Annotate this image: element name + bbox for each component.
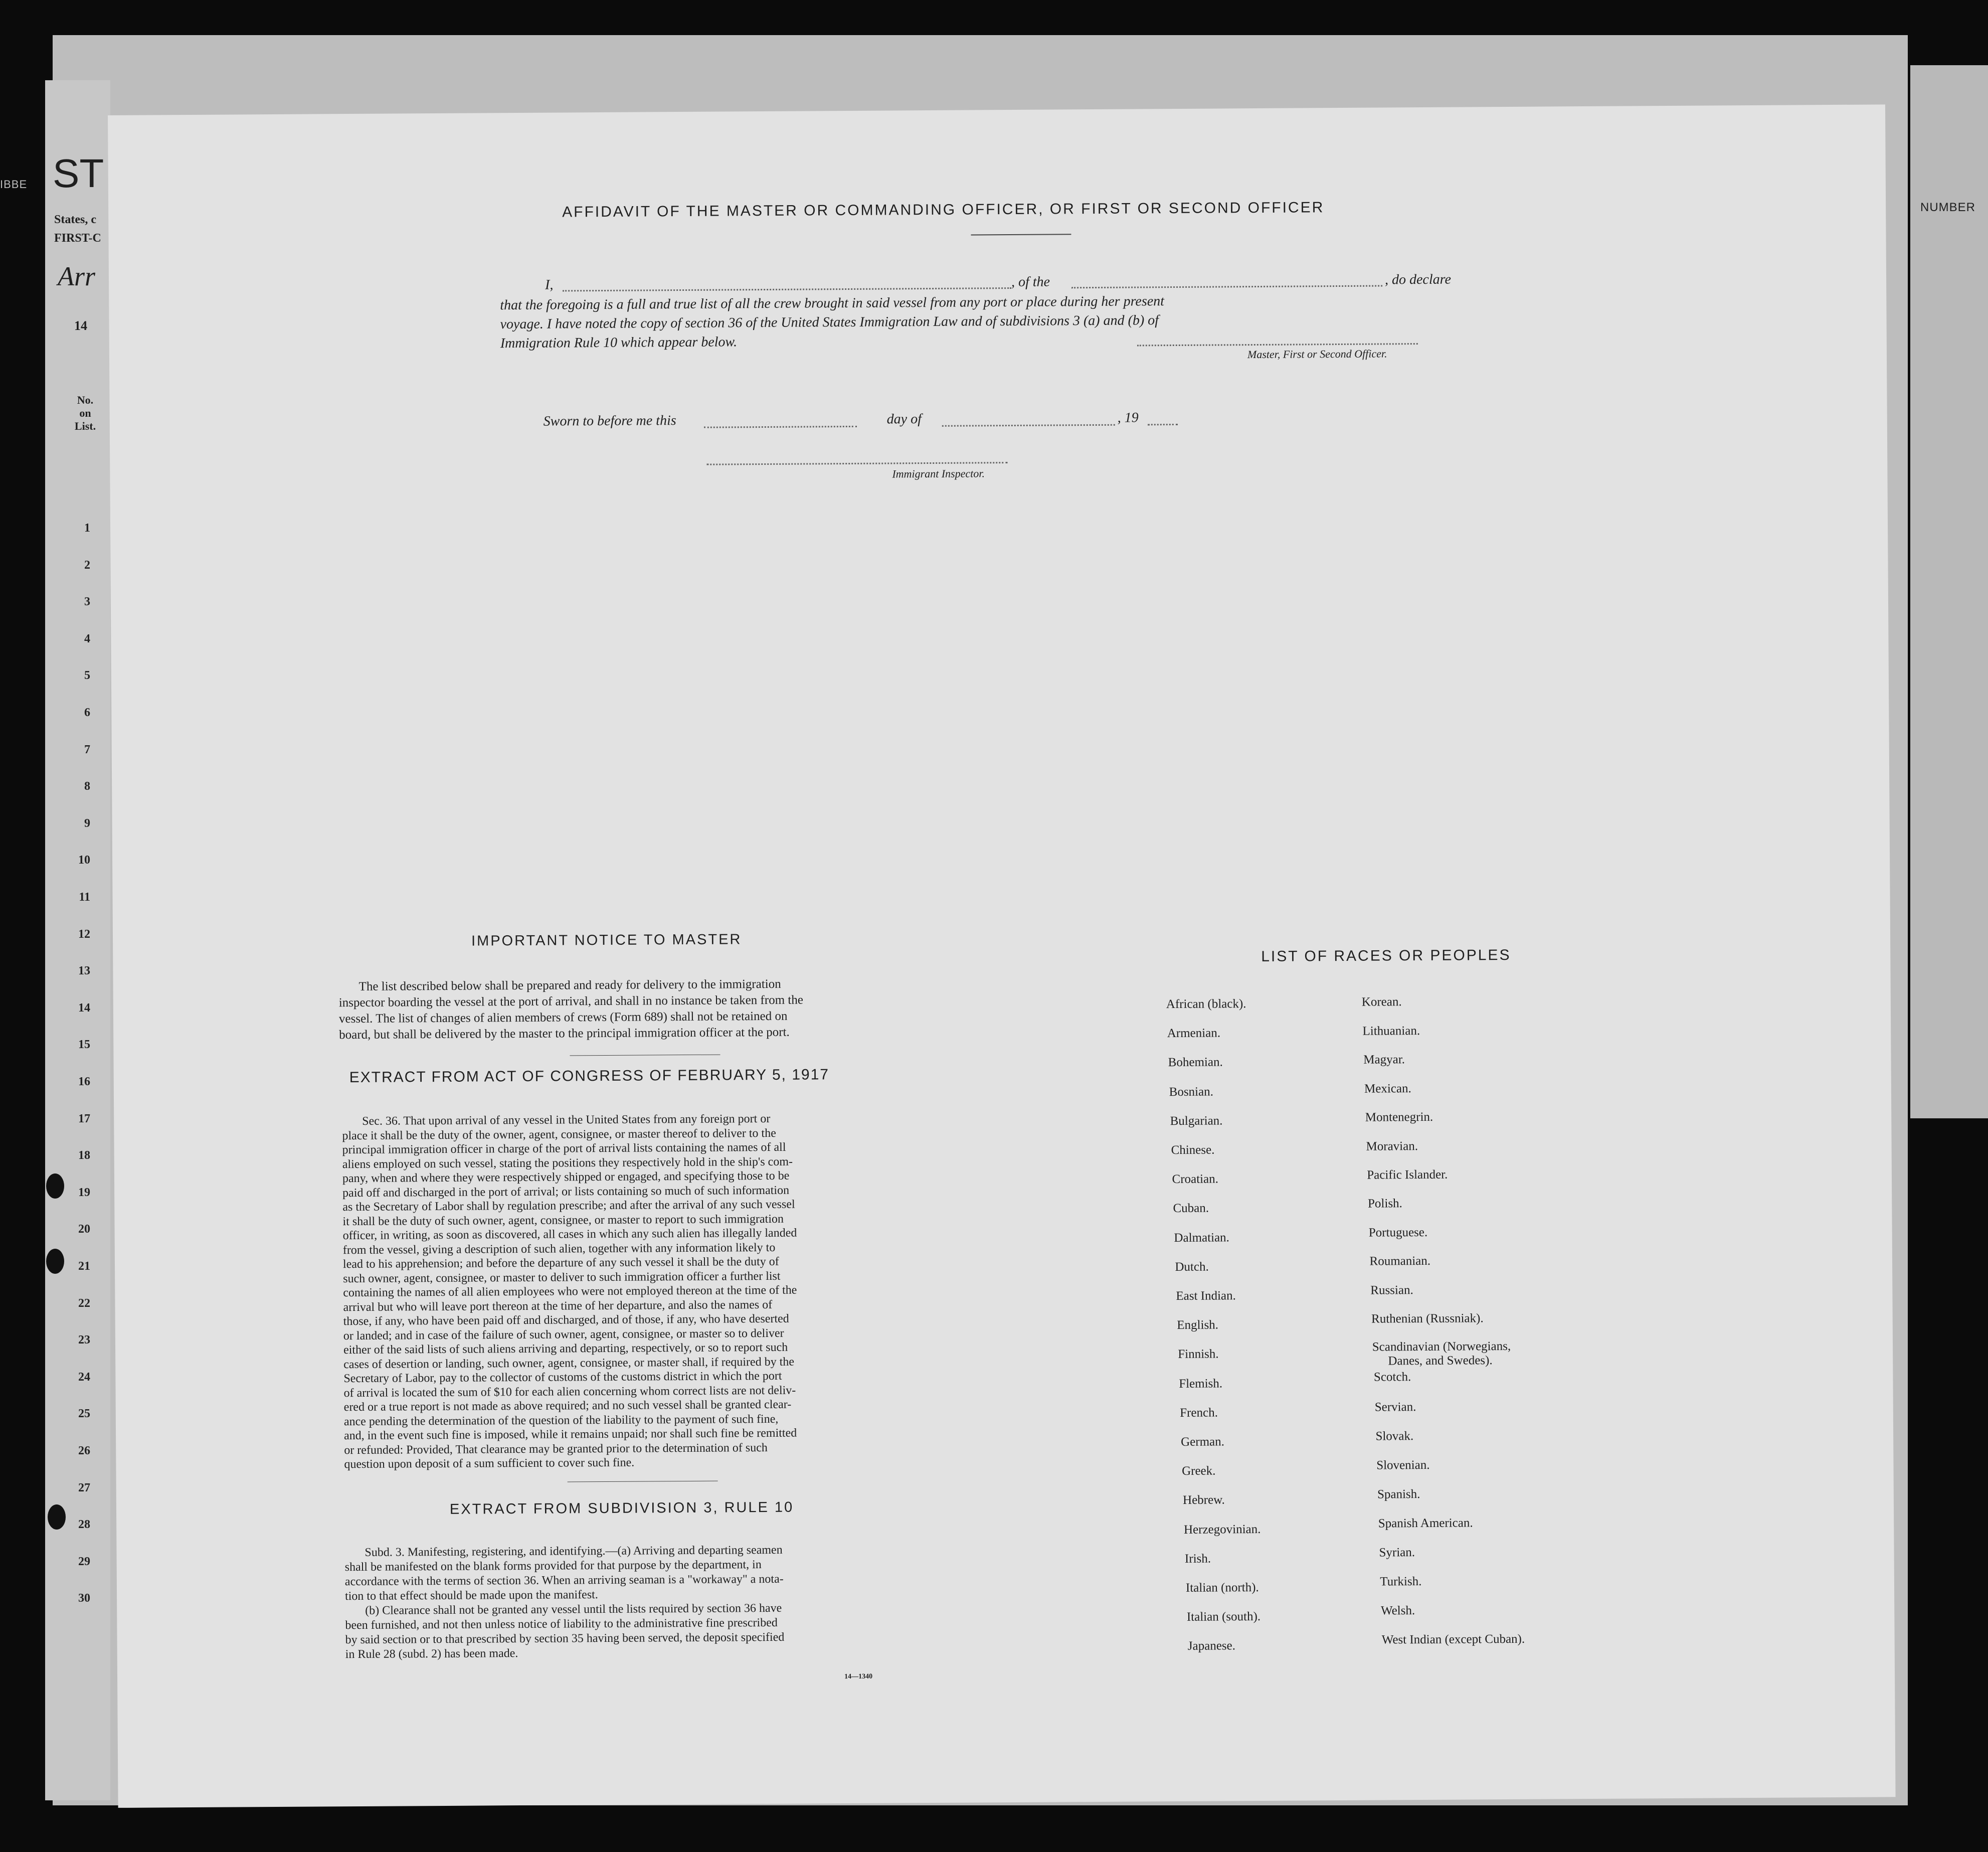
act-line: it shall be the duty of such owner, agent, consignee, or master to report to such immigration	[342, 1212, 784, 1228]
race-item: Scandinavian (Norwegians,	[1372, 1339, 1511, 1354]
row-number: 4	[84, 632, 90, 645]
race-item: Finnish.	[1178, 1347, 1219, 1362]
race-item: French.	[1180, 1406, 1218, 1420]
punch-hole	[46, 1173, 64, 1199]
left-sheet-line-2: FIRST-C	[54, 232, 101, 245]
notice-title: IMPORTANT NOTICE TO MASTER	[471, 931, 742, 949]
affidavit-text-line-4: Immigration Rule 10 which appear below.	[500, 334, 738, 352]
left-sheet-italic-fragment: Arr	[58, 261, 96, 291]
sworn-day-blank[interactable]	[704, 426, 857, 428]
race-item: Japanese.	[1187, 1639, 1236, 1653]
race-item: Slovenian.	[1376, 1458, 1430, 1472]
race-item: Montenegrin.	[1365, 1110, 1433, 1124]
race-item: Turkish.	[1380, 1575, 1422, 1589]
race-item: Dutch.	[1175, 1260, 1209, 1274]
row-number: 13	[78, 964, 90, 978]
rule-line: shall be manifested on the blank forms provided for that purpose by the department, in	[344, 1558, 762, 1574]
race-item: Lithuanian.	[1362, 1024, 1420, 1038]
affidavit-title: AFFIDAVIT OF THE MASTER OR COMMANDING OFFICER, OR FIRST OR SECOND OFFICER	[562, 199, 1325, 221]
row-number: 18	[78, 1149, 90, 1162]
row-number: 8	[84, 780, 90, 793]
race-item: Magyar.	[1363, 1053, 1405, 1067]
year-text: , 19	[1117, 410, 1139, 426]
row-number: 15	[78, 1038, 90, 1052]
race-item: Welsh.	[1380, 1604, 1415, 1618]
race-item: Chinese.	[1171, 1143, 1215, 1157]
race-item: Russian.	[1370, 1283, 1413, 1297]
signature-blank[interactable]	[1137, 343, 1418, 346]
affidavit-text-line-2: that the foregoing is a full and true list of all the crew brought in said vessel from any port or place during her present	[500, 293, 1165, 313]
row-number: 30	[78, 1592, 90, 1605]
day-of-text: day of	[886, 411, 922, 427]
row-number: 23	[78, 1333, 90, 1347]
row-number: 12	[78, 927, 90, 941]
race-item: German.	[1181, 1435, 1225, 1449]
left-sheet-line-1: States, c	[54, 213, 96, 226]
act-line: principal immigration officer in charge of the port of arrival lists containing the names of all	[342, 1140, 786, 1157]
row-number: 24	[78, 1370, 90, 1384]
act-line: as the Secretary of Labor shall by regulation prescribe; and after the arrival of any such vessel	[342, 1198, 795, 1214]
act-line: cases of desertion or landing, such owner, agent, consignee, or master shall, if required by the	[343, 1355, 795, 1371]
act-line: pany, when and where they were respectively shipped or engaged, and specifying those to be	[342, 1169, 790, 1186]
notice-rule	[570, 1055, 720, 1056]
race-item: Syrian.	[1379, 1546, 1415, 1560]
row-number: 9	[84, 816, 90, 830]
act-line: such owner, agent, consignee, or master to deliver to such immigration officer a further list	[343, 1269, 781, 1285]
punch-hole	[46, 1249, 64, 1274]
act-line: lead to his apprehension; and before the departure of any such vessel it shall be the duty of	[342, 1255, 779, 1271]
left-sheet-column-heading: No. on List.	[74, 394, 96, 432]
row-number: 6	[84, 706, 90, 719]
title-rule	[971, 234, 1071, 235]
race-item: Croatian.	[1172, 1172, 1219, 1187]
race-item: Scotch.	[1373, 1370, 1411, 1384]
race-item: Bohemian.	[1168, 1055, 1223, 1070]
row-number: 28	[78, 1518, 90, 1532]
act-body	[342, 1111, 938, 1472]
act-line: Secretary of Labor, pay to the collector of customs of the customs district in which the port	[343, 1369, 782, 1386]
act-line: or landed; and in case of the failure of such owner, agent, consignee, or master so to deliver	[343, 1326, 784, 1342]
notice-line: vessel. The list of changes of alien members of crews (Form 689) shall not be retained on	[338, 1009, 788, 1026]
race-item: Flemish.	[1179, 1377, 1223, 1391]
affidavit-page	[108, 104, 1896, 1808]
signature-label: Master, First or Second Officer.	[1247, 347, 1387, 361]
rule-line: (b) Clearance shall not be granted any vessel until the lists required by section 36 have	[365, 1601, 782, 1617]
race-item: Dalmatian.	[1174, 1230, 1229, 1245]
row-number: 19	[78, 1186, 90, 1199]
race-item: Spanish American.	[1378, 1516, 1473, 1531]
act-line: those, if any, who have been paid off and discharged, and of those, if any, who have deserted	[343, 1312, 789, 1328]
affidavit-text-line-3: voyage. I have noted the copy of section 36 of the United States Immigration Law and of subdivisions 3 (a) and (b) of	[500, 312, 1159, 332]
row-number: 11	[79, 891, 90, 904]
sworn-month-blank[interactable]	[942, 424, 1115, 427]
race-item: Hebrew.	[1183, 1493, 1225, 1507]
race-item: Portuguese.	[1368, 1225, 1428, 1240]
race-item: Danes, and Swedes).	[1388, 1354, 1493, 1368]
act-line: and, in the event such fine is imposed, while it remains unpaid; nor shall such fine be remitted	[344, 1426, 797, 1443]
right-manifest-sheet	[1910, 65, 1988, 1118]
race-item: Korean.	[1361, 995, 1402, 1009]
act-line: ance pending the determination of the question of the liability to the payment of such fine,	[343, 1412, 779, 1428]
row-number: 21	[78, 1260, 90, 1273]
races-title: LIST OF RACES OR PEOPLES	[1261, 946, 1511, 965]
notice-line: The list described below shall be prepared and ready for delivery to the immigration	[358, 977, 781, 993]
affidavit-i: I,	[545, 277, 554, 293]
act-line: containing the names of all alien employees who were not employed thereon at the time of the	[343, 1283, 797, 1300]
race-item: East Indian.	[1176, 1289, 1236, 1303]
form-number: 14—1340	[844, 1672, 873, 1681]
row-number: 5	[84, 669, 90, 683]
act-line: or refunded: Provided, That clearance may be granted prior to the determination of such	[344, 1441, 768, 1457]
punch-hole	[48, 1504, 66, 1530]
inspector-blank[interactable]	[706, 462, 1007, 465]
rule-line: accordance with the terms of section 36. When an arriving seaman is a "workaway" a nota-	[344, 1572, 784, 1589]
race-item: Pacific Islander.	[1367, 1167, 1448, 1182]
race-item: Polish.	[1368, 1197, 1402, 1211]
act-rule	[568, 1481, 718, 1482]
race-item: Greek.	[1182, 1464, 1216, 1478]
notice-line: inspector boarding the vessel at the port of arrival, and shall in no instance be taken from the	[338, 993, 803, 1010]
act-line: from the vessel, giving a description of such alien, together with any information likely to	[342, 1241, 776, 1257]
inspector-label: Immigrant Inspector.	[892, 467, 985, 480]
race-item: Servian.	[1374, 1400, 1416, 1414]
race-item: Moravian.	[1366, 1139, 1418, 1153]
act-line: officer, in writing, as soon as discovered, all cases in which any such alien has illegally landed	[342, 1226, 797, 1243]
row-number: 17	[78, 1112, 90, 1125]
race-item: Ruthenian (Russniak).	[1371, 1311, 1484, 1326]
left-sheet-header-fragment: ST	[53, 151, 104, 196]
race-item: Roumanian.	[1369, 1254, 1431, 1268]
act-line: ered or a true report is not made as above required; and no such vessel shall be granted clear-	[343, 1398, 792, 1414]
affidavit-of-the: , of the	[1011, 274, 1050, 290]
race-item: Italian (north).	[1185, 1581, 1259, 1595]
row-number: 22	[78, 1296, 90, 1310]
row-number: 7	[84, 743, 90, 756]
rule-line: tion to that effect should be made upon the manifest.	[344, 1588, 598, 1603]
row-number: 20	[78, 1223, 90, 1236]
vessel-blank[interactable]	[1071, 285, 1382, 288]
act-line: paid off and discharged in the port of arrival; or lists containing so much of such information	[342, 1184, 790, 1200]
act-title: EXTRACT FROM ACT OF CONGRESS OF FEBRUARY 5, 1917	[349, 1066, 830, 1086]
row-number: 29	[78, 1555, 90, 1568]
row-number: 2	[84, 558, 90, 572]
left-sheet-tag: IBBE	[0, 178, 28, 191]
affidavit-do-declare: , do declare	[1384, 271, 1452, 288]
rule-line: been furnished, and not then unless notice of liability to the administrative fine prescribed	[345, 1616, 778, 1632]
race-item: Mexican.	[1364, 1082, 1411, 1096]
race-item: Irish.	[1184, 1552, 1211, 1566]
rule-body	[344, 1542, 939, 1662]
race-item: Herzegovinian.	[1183, 1522, 1261, 1537]
row-number: 26	[78, 1444, 90, 1457]
race-item: Armenian.	[1167, 1026, 1221, 1041]
race-item: African (black).	[1166, 997, 1246, 1012]
rule-line: Subd. 3. Manifesting, registering, and identifying.—(a) Arriving and departing seamen	[365, 1543, 783, 1559]
row-number: 3	[84, 595, 90, 609]
row-number: 14	[78, 1001, 90, 1015]
race-item: Bosnian.	[1169, 1085, 1214, 1099]
right-sheet-tag: NUMBER	[1920, 201, 1976, 214]
left-sheet-column-number: 14	[74, 318, 87, 333]
act-line: Sec. 36. That upon arrival of any vessel in the United States from any foreign port or	[362, 1112, 771, 1128]
race-item: Cuban.	[1173, 1202, 1209, 1216]
act-line: of arrival is located the sum of $10 for each alien concerning whom correct lists are not deliv-	[343, 1384, 796, 1400]
race-item: Spanish.	[1377, 1487, 1420, 1501]
race-item: English.	[1177, 1318, 1219, 1332]
act-line: either of the said lists of such aliens arriving and departing, respectively, or so to report such	[343, 1340, 788, 1357]
year-blank[interactable]	[1148, 424, 1178, 425]
row-number: 10	[78, 854, 90, 867]
race-item: Slovak.	[1375, 1429, 1414, 1443]
race-item: West Indian (except Cuban).	[1381, 1632, 1525, 1647]
notice-body	[339, 975, 934, 1043]
rule-title: EXTRACT FROM SUBDIVISION 3, RULE 10	[449, 1499, 794, 1518]
act-line: place it shall be the duty of the owner, agent, consignee, or master thereof to deliver to the	[342, 1126, 776, 1142]
act-line: aliens employed on such vessel, stating the positions they respectively hold in the ship's com-	[342, 1155, 793, 1171]
row-number: 25	[78, 1407, 90, 1421]
act-line: question upon deposit of a sum sufficient to cover such fine.	[344, 1456, 635, 1471]
sworn-text: Sworn to before me this	[543, 413, 676, 429]
name-blank[interactable]	[563, 287, 1011, 291]
row-number: 1	[84, 522, 90, 535]
row-number: 16	[78, 1075, 90, 1088]
race-item: Italian (south).	[1186, 1610, 1261, 1624]
race-item: Bulgarian.	[1170, 1114, 1223, 1128]
rule-line: in Rule 28 (subd. 2) has been made.	[345, 1647, 518, 1661]
row-number: 27	[78, 1481, 90, 1494]
act-line: arrival but who will leave port thereon at the time of her departure, and also the names of	[343, 1298, 773, 1314]
notice-line: board, but shall be delivered by the master to the principal immigration officer at the port.	[339, 1025, 790, 1042]
rule-line: by said section or to that prescribed by section 35 having been served, the deposit specified	[345, 1630, 785, 1647]
